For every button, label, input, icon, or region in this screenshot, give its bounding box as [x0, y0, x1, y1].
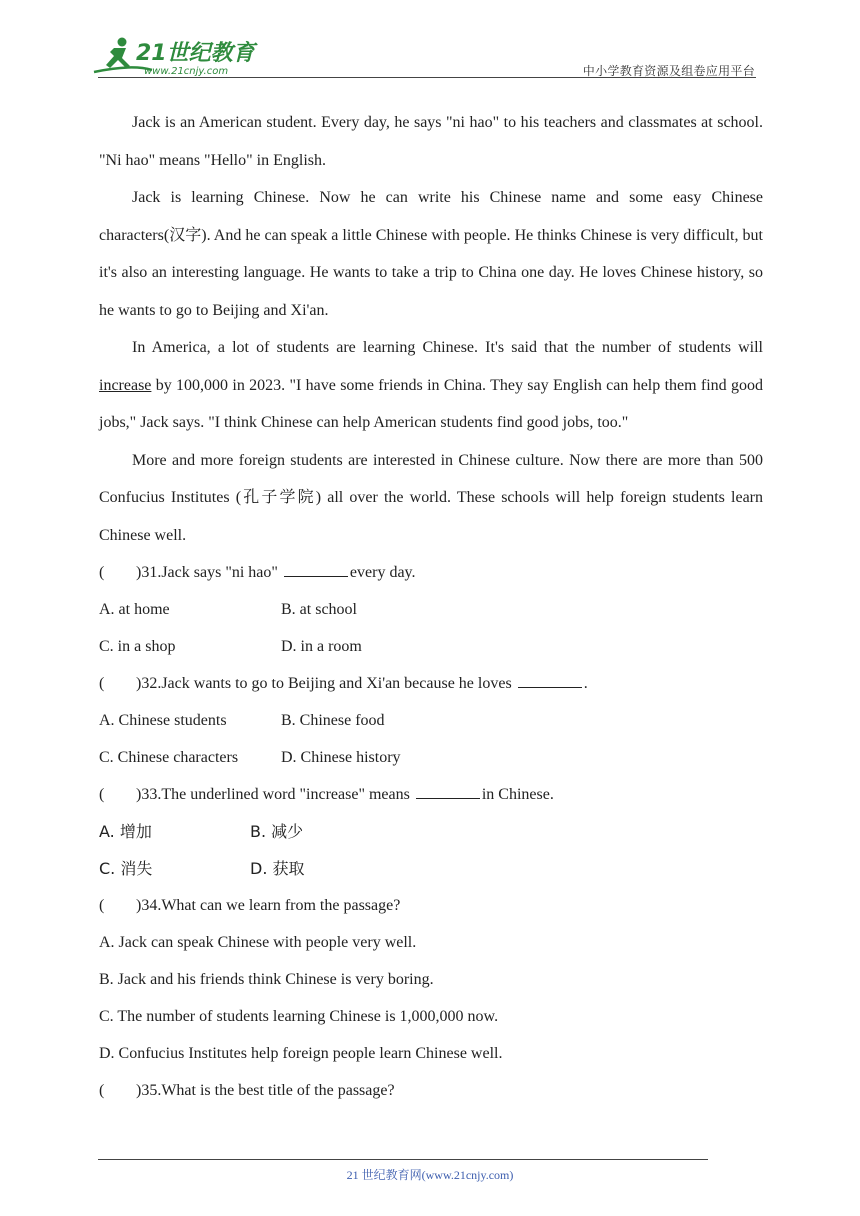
question-31-options-2 [99, 628, 763, 665]
option-d: D. 获取 [250, 859, 305, 878]
question-35: ( )35.What is the best title of the passage? [99, 1072, 763, 1109]
option-b: B. 减少 [250, 822, 304, 841]
option-b: B. at school [281, 601, 357, 618]
option-b: B. Jack and his friends think Chinese is very boring. [99, 971, 434, 988]
site-logo [92, 34, 262, 78]
option-a: A. Jack can speak Chinese with people very well. [99, 934, 417, 951]
header-divider [98, 77, 756, 78]
svg-text:www.21cnjy.com: www.21cnjy.com [144, 66, 229, 77]
platform-name: 中小学教育资源及组卷应用平台 [582, 64, 755, 78]
option-c: C. The number of students learning Chinese is 1,000,000 now. [99, 1008, 499, 1025]
page-header [0, 0, 860, 80]
option-c: C. in a shop [99, 638, 176, 655]
answer-bracket[interactable]: ( [99, 897, 105, 914]
option-a: A. Chinese students [99, 712, 227, 729]
option-c: C. 消失 [99, 859, 153, 878]
answer-blank [416, 784, 480, 799]
question-32: ( )32.Jack wants to go to Beijing and Xi'an because he loves . [99, 665, 763, 702]
reading-content [99, 104, 763, 1109]
option-a: A. at home [99, 601, 170, 618]
answer-bracket[interactable]: ( [99, 786, 105, 803]
answer-blank [284, 562, 348, 577]
footer-divider [98, 1159, 708, 1160]
question-31-options [99, 591, 763, 628]
question-34: ( )34.What can we learn from the passage? [99, 887, 763, 924]
option-d: D. in a room [281, 638, 362, 655]
passage-paragraph-2: Jack is learning Chinese. Now he can write his Chinese name and some easy Chinese characters(汉字). And he can speak a little Chinese with people. He thinks Chinese is very difficult, but it's also an interesting language. He wants to take a trip to China one day. He loves Chinese history, so he wants to go to Beijing and Xi'an. [99, 189, 763, 319]
option-a: A. 增加 [99, 822, 152, 841]
question-33: ( )33.The underlined word "increase" means in Chinese. [99, 776, 763, 813]
answer-bracket[interactable]: ( [99, 675, 105, 692]
svg-text:21世纪教育: 21世纪教育 [136, 41, 255, 66]
question-33-options [99, 813, 763, 850]
question-32-options-2 [99, 739, 763, 776]
underlined-word: increase [99, 376, 152, 394]
question-32-options [99, 702, 763, 739]
passage-paragraph-3: In America, a lot of students are learning Chinese. It's said that the number of students will increase by 100,000 in 2023. "I have some friends in China. They say English can help them find good jobs," Jack says. "I think Chinese can help American students find good jobs, too." [99, 339, 763, 431]
option-c: C. Chinese characters [99, 749, 239, 766]
question-31: ( )31.Jack says "ni hao" every day. [99, 554, 763, 591]
option-b: B. Chinese food [281, 712, 385, 729]
answer-bracket[interactable]: ( [99, 564, 105, 581]
answer-blank [518, 673, 582, 688]
passage-paragraph-4: More and more foreign students are interested in Chinese culture. Now there are more than 500 Confucius Institutes (孔子学院) all over the world. These schools will help foreign students learn Chinese well. [99, 451, 763, 544]
option-d: D. Confucius Institutes help foreign people learn Chinese well. [99, 1045, 503, 1062]
answer-bracket[interactable]: ( [99, 1082, 105, 1099]
option-d: D. Chinese history [281, 749, 401, 766]
footer-text[interactable]: 21 世纪教育网(www.21cnjy.com) [346, 1168, 514, 1182]
passage-paragraph-1: Jack is an American student. Every day, he says "ni hao" to his teachers and classmates at school. "Ni hao" means "Hello" in English. [99, 114, 763, 169]
question-33-options-2 [99, 850, 763, 887]
